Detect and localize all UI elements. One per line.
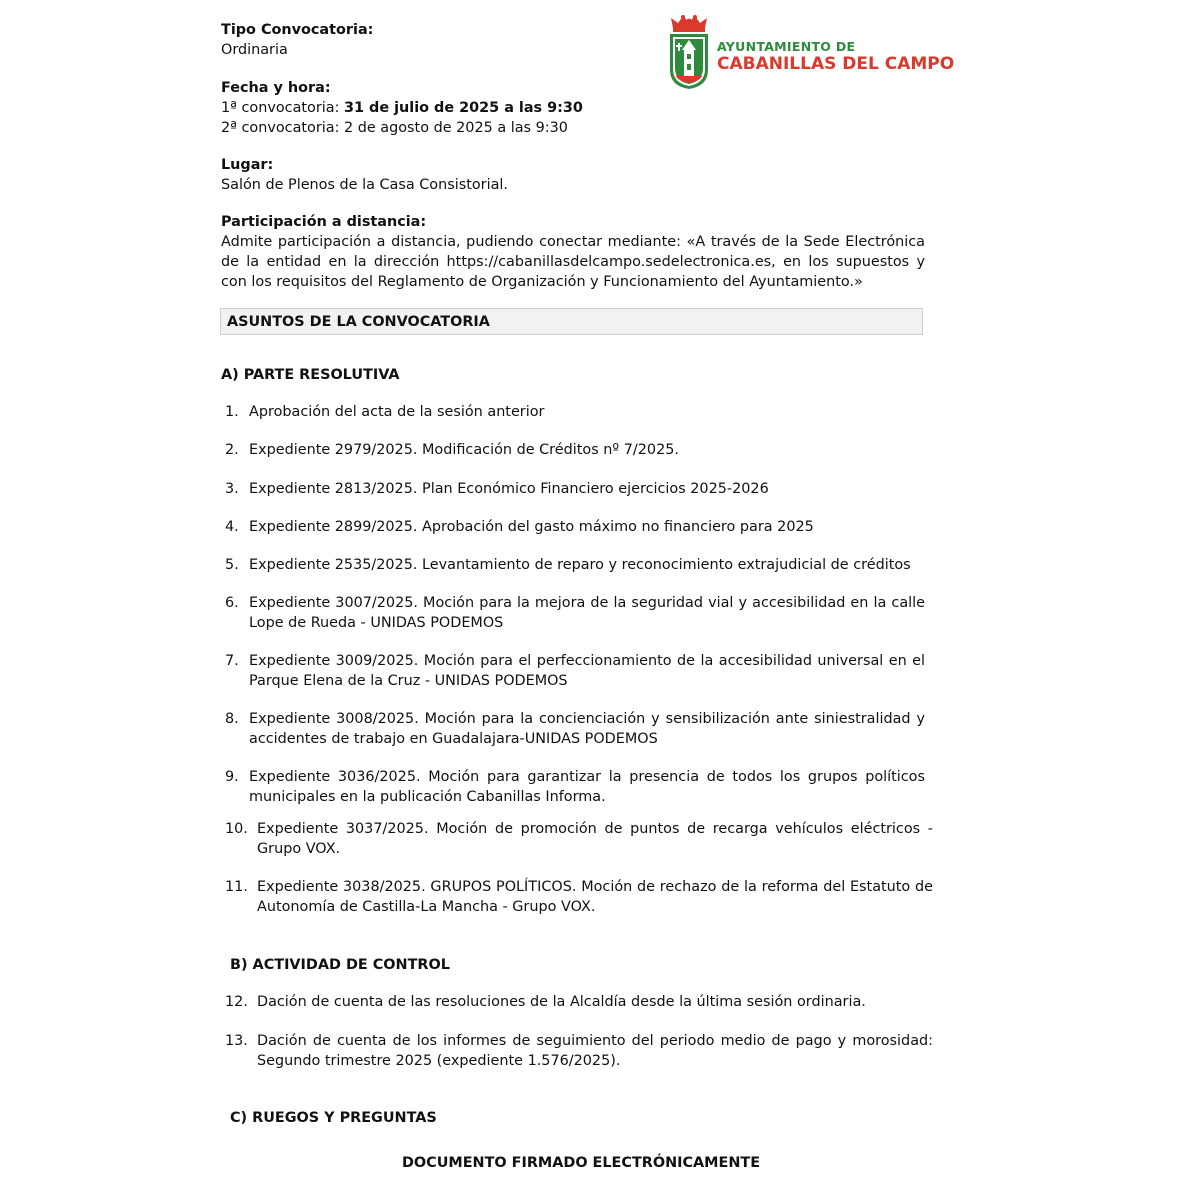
section-c-title: C) RUEGOS Y PREGUNTAS <box>230 1110 437 1126</box>
item-number: 2. <box>225 442 239 458</box>
item-text <box>249 440 925 460</box>
participacion-value: Admite participación a distancia, pudiendo conectar mediante: «A través de la Sede Electrónica de la entidad en la dirección https://cabanillasdelcampo.sedelectronica.es, en los supuestos y con los requisitos del Reglamento de Organización y Funcionamiento del Ayuntamiento.» <box>221 234 925 290</box>
item-line: Lope de Rueda - UNIDAS PODEMOS <box>249 615 504 631</box>
item-number: 4. <box>225 519 239 535</box>
ayuntamiento-logo <box>667 14 955 90</box>
asuntos-title: ASUNTOS DE LA CONVOCATORIA <box>227 314 490 330</box>
item-number: 13. <box>225 1033 248 1049</box>
agenda-item-13 <box>225 1031 933 1071</box>
agenda-item-10 <box>225 819 933 859</box>
item-line: Expediente 2813/2025. Plan Económico Financiero ejercicios 2025-2026 <box>249 481 769 497</box>
section-b-title: B) ACTIVIDAD DE CONTROL <box>230 957 450 973</box>
item-line: Dación de cuenta de los informes de seguimiento del periodo medio de pago y morosidad: <box>257 1033 933 1049</box>
primera-value: 31 de julio de 2025 a las 9:30 <box>344 100 583 116</box>
fecha-hora <box>221 78 583 138</box>
item-line: Expediente 3036/2025. Moción para garantizar la presencia de todos los grupos políticos <box>249 769 925 785</box>
agenda-item-6 <box>225 593 925 633</box>
item-number: 7. <box>225 653 239 669</box>
asuntos-header <box>220 308 923 335</box>
item-text <box>249 555 925 575</box>
item-text <box>249 709 925 749</box>
primera-convocatoria <box>221 98 583 118</box>
primera-prefix: 1ª convocatoria: <box>221 100 345 116</box>
item-line: Segundo trimestre 2025 (expediente 1.576/2025). <box>257 1053 621 1069</box>
agenda-item-2 <box>225 440 925 460</box>
item-text <box>249 767 925 807</box>
item-text <box>257 877 933 917</box>
item-number: 1. <box>225 404 239 420</box>
item-number: 11. <box>225 879 248 895</box>
participacion <box>221 212 925 292</box>
lugar <box>221 155 508 195</box>
agenda-item-4 <box>225 517 925 537</box>
agenda-item-11 <box>225 877 933 917</box>
tipo-value: Ordinaria <box>221 42 288 58</box>
signature-notice: DOCUMENTO FIRMADO ELECTRÓNICAMENTE <box>401 1155 761 1171</box>
tipo-label: Tipo Convocatoria: <box>221 22 374 38</box>
fecha-label: Fecha y hora: <box>221 80 331 96</box>
participacion-label: Participación a distancia: <box>221 214 427 230</box>
item-line: Aprobación del acta de la sesión anterior <box>249 404 545 420</box>
item-line: Grupo VOX. <box>257 841 341 857</box>
item-line: Expediente 3009/2025. Moción para el perfeccionamiento de la accesibilidad universal en el <box>249 653 925 669</box>
item-line: Expediente 3008/2025. Moción para la concienciación y sensibilización ante siniestralidad y <box>249 711 925 727</box>
agenda-item-5 <box>225 555 925 575</box>
item-line: Expediente 2535/2025. Levantamiento de reparo y reconocimiento extrajudicial de créditos <box>249 557 911 573</box>
segunda-convocatoria: 2ª convocatoria: 2 de agosto de 2025 a las 9:30 <box>221 120 568 136</box>
lugar-value: Salón de Plenos de la Casa Consistorial. <box>221 177 508 193</box>
section-a-title: A) PARTE RESOLUTIVA <box>221 367 400 383</box>
item-line: Dación de cuenta de las resoluciones de la Alcaldía desde la última sesión ordinaria. <box>257 994 866 1010</box>
item-line: Expediente 2899/2025. Aprobación del gasto máximo no financiero para 2025 <box>249 519 814 535</box>
lugar-label: Lugar: <box>221 157 274 173</box>
item-line: municipales en la publicación Cabanillas Informa. <box>249 789 606 805</box>
item-number: 9. <box>225 769 239 785</box>
item-number: 10. <box>225 821 248 837</box>
item-number: 12. <box>225 994 248 1010</box>
tipo-convocatoria <box>221 20 373 60</box>
logo-line2: CABANILLAS DEL CAMPO <box>717 54 955 74</box>
item-line: Autonomía de Castilla-La Mancha - Grupo VOX. <box>257 899 596 915</box>
logo-line1: AYUNTAMIENTO DE <box>717 39 856 54</box>
agenda-item-8 <box>225 709 925 749</box>
item-number: 8. <box>225 711 239 727</box>
item-text <box>249 651 925 691</box>
agenda-item-1 <box>225 402 925 422</box>
item-line: Expediente 2979/2025. Modificación de Créditos nº 7/2025. <box>249 442 679 458</box>
item-text <box>249 402 925 422</box>
item-line: Expediente 3038/2025. GRUPOS POLÍTICOS. Moción de rechazo de la reforma del Estatuto de <box>257 879 933 895</box>
item-number: 6. <box>225 595 239 611</box>
item-text <box>249 593 925 633</box>
item-number: 3. <box>225 481 239 497</box>
item-number: 5. <box>225 557 239 573</box>
agenda-item-7 <box>225 651 925 691</box>
item-text <box>249 517 925 537</box>
item-line: accidentes de trabajo en Guadalajara-UNIDAS PODEMOS <box>249 731 658 747</box>
agenda-item-3 <box>225 479 925 499</box>
item-line: Parque Elena de la Cruz - UNIDAS PODEMOS <box>249 673 568 689</box>
item-text <box>249 479 925 499</box>
coat-of-arms-icon <box>667 14 711 90</box>
item-line: Expediente 3037/2025. Moción de promoción de puntos de recarga vehículos eléctricos - <box>257 821 933 837</box>
item-text <box>257 819 933 859</box>
item-text <box>257 1031 933 1071</box>
agenda-item-12 <box>225 992 933 1012</box>
item-line: Expediente 3007/2025. Moción para la mejora de la seguridad vial y accesibilidad en la calle <box>249 595 925 611</box>
agenda-item-9 <box>225 767 925 807</box>
item-text <box>257 992 933 1012</box>
